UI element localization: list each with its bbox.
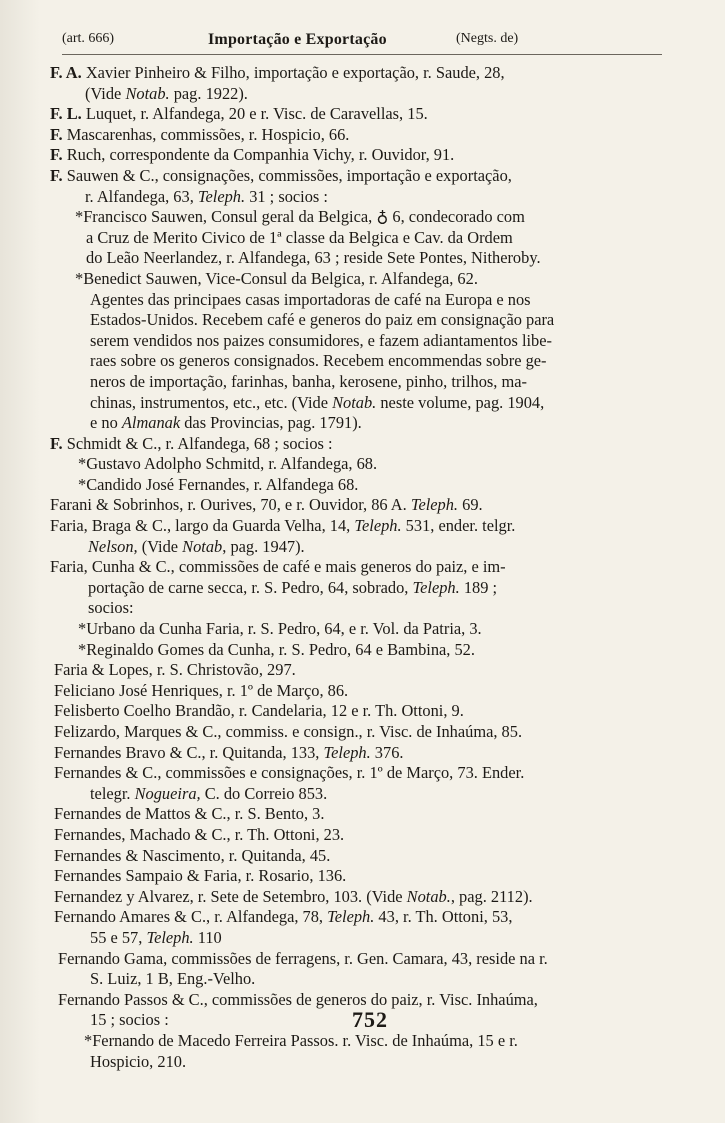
entry-text: Teleph. [327,907,375,927]
entry-line [0,413,725,434]
entry-text: F. L. [50,104,82,124]
directory-entry [0,495,725,516]
directory-entry [0,763,725,804]
entry-line [0,701,725,722]
entry-text: , pag. 2112). [450,886,533,906]
directory-entry [0,660,725,681]
directory-entry [0,846,725,867]
entry-line [0,475,725,496]
entry-line [0,228,725,249]
entry-line [0,331,725,352]
entry-text: do Leão Neerlandez, r. Alfandega, 63 ; reside Sete Pontes, Nitheroby. [86,248,541,268]
directory-entry [0,743,725,764]
entry-line [0,846,725,867]
entry-text: *Fernando de Macedo Ferreira Passos. r. Visc. de Inhaúma, 15 e r. [84,1030,518,1050]
entry-line [0,372,725,393]
entry-line [0,166,725,187]
entry-text: neste volume, pag. 1904, [376,392,545,412]
entry-line [0,290,725,311]
entry-text: *Benedict Sauwen, Vice-Consul da Belgica, r. Alfandega, 62. [75,268,478,288]
page-header [62,30,662,55]
entry-text: Luquet, r. Alfandega, 20 e r. Visc. de Caravellas, 15. [81,104,428,124]
entry-line [0,887,725,908]
entry-text: Mascarenhas, commissões, r. Hospicio, 66. [62,124,350,144]
entry-line [0,187,725,208]
entry-line [0,84,725,105]
directory-entry [0,104,725,125]
entry-line [0,393,725,414]
entry-line [0,1052,725,1073]
entry-text: raes sobre os generos consignados. Recebem encommendas sobre ge- [90,351,547,371]
entry-text: Teleph. [146,927,194,947]
entry-text: S. Luiz, 1 B, Eng.-Velho. [90,969,256,989]
header-article-ref: (art. 666) [62,31,115,46]
entry-line [0,681,725,702]
entry-text: 189 ; [459,577,498,597]
entry-line [0,537,725,558]
entry-text: Fernandes, Machado & C., r. Th. Ottoni, 23. [54,824,345,844]
directory-entry [0,516,725,557]
directory-entry [0,804,725,825]
entry-text: Estados-Unidos. Recebem café e generos do paiz em consignação para [90,310,555,330]
entry-text: chinas, instrumentos, etc., etc. (Vide [90,392,333,412]
entry-text: 376. [370,742,404,762]
entry-line [0,866,725,887]
entry-text: 531, ender. telgr. [401,516,516,536]
entry-text: C. do Correio 853. [200,783,328,803]
entry-text: 15 ; socios : [90,1010,169,1030]
entry-line [0,454,725,475]
entry-text: Teleph. [412,577,460,597]
entry-text: *Gustavo Adolpho Schmitd, r. Alfandega, 68. [78,454,378,474]
entry-line [0,145,725,166]
directory-entry [0,434,725,496]
entry-line [0,660,725,681]
entry-line [0,516,725,537]
entry-line [0,743,725,764]
entry-text: 69. [458,495,483,515]
entry-text: 55 e 57, [90,927,147,947]
entry-text: portação de carne secca, r. S. Pedro, 64, sobrado, [88,577,413,597]
entry-text: (Vide [85,83,126,103]
directory-entry [0,866,725,887]
entry-line [0,763,725,784]
entry-line [0,784,725,805]
entry-text: *Francisco Sauwen, Consul geral da Belgica, ♁ 6, condecorado com [75,207,525,227]
entry-text: serem vendidos nos paizes consumidores, e fazem adiantamentos libe- [90,330,552,350]
entry-text: Ruch, correspondente da Companhia Vichy, r. Ouvidor, 91. [62,145,455,165]
directory-entry [0,145,725,166]
entry-text: telegr. [90,783,135,803]
entry-text: a Cruz de Merito Civico de 1ª classe da Belgica e Cav. da Ordem [86,227,513,247]
entry-text: e no [90,413,122,433]
entry-line [0,598,725,619]
directory-entry [0,557,725,660]
entry-text: Agentes das principaes casas importadoras de café na Europa e nos [90,289,531,309]
entry-text: Farani & Sobrinhos, r. Ourives, 70, e r. Ouvidor, 86 A. [50,495,411,515]
entry-line [0,104,725,125]
entry-line [0,310,725,331]
entry-text: *Candido José Fernandes, r. Alfandega 68. [78,474,359,494]
entry-text: Sauwen & C., consignações, commissões, importação e exportação, [62,165,512,185]
directory-entry [0,949,725,990]
entry-line [0,207,725,228]
directory-entry [0,907,725,948]
entry-text: Schmidt & C., r. Alfandega, 68 ; socios : [62,433,333,453]
page-number: 752 [352,1007,388,1032]
entry-line [0,804,725,825]
entry-text: Felisberto Coelho Brandão, r. Candelaria, 12 e r. Th. Ottoni, 9. [54,701,464,721]
entry-text: Fernando Passos & C., commissões de generos do paiz, r. Visc. Inhaúma, [58,989,538,1009]
entry-text: F. A. [50,63,82,82]
entry-text: Teleph. [197,186,246,206]
entry-line [0,928,725,949]
entry-line [0,722,725,743]
entry-text: neros de importação, farinhas, banha, kerosene, pinho, trilhos, ma- [90,371,527,391]
entry-text: Xavier Pinheiro & Filho, importação e exportação, r. Saude, 28, [81,63,505,82]
entry-text: Fernandes Sampaio & Faria, r. Rosario, 136. [54,866,347,886]
entry-text: Feliciano José Henriques, r. 1º de Março, 86. [54,680,349,700]
directory-entry [0,125,725,146]
entry-line [0,578,725,599]
entry-text: Fernandes & C., commissões e consignações, r. 1º de Março, 73. Ender. [54,763,525,783]
entry-text: r. Alfandega, 63, [85,186,198,206]
entry-line [0,495,725,516]
entry-line [0,969,725,990]
entry-line [0,907,725,928]
entry-line [0,1031,725,1052]
entry-line [0,63,725,84]
entry-text: 43, r. Th. Ottoni, 53, [374,907,513,927]
entry-text: Notab [182,536,223,556]
entry-text: Teleph. [323,742,371,762]
entry-text: Teleph. [410,495,459,515]
header-title: Importação e Exportação [208,31,387,48]
entry-text: 31 ; socios : [245,186,328,206]
entry-text: Fernandes Bravo & C., r. Quitanda, 133, [54,742,324,762]
directory-entry [0,701,725,722]
entry-text: Faria, Braga & C., largo da Guarda Velha, 14, [50,516,355,536]
directory-entry [0,166,725,434]
entry-text: *Reginaldo Gomes da Cunha, r. S. Pedro, 64 e Bambina, 52. [78,639,475,659]
entry-line [0,125,725,146]
entry-text: Felizardo, Marques & C., commiss. e consign., r. Visc. de Inhaúma, 85. [54,722,523,741]
entry-text: Almanak [121,413,181,433]
entry-text: (Vide [137,536,183,556]
directory-entry [0,887,725,908]
entry-text: pag. 1922). [169,83,248,103]
entry-text: Notab. [406,886,451,906]
directory-entries [0,63,725,1072]
entry-text: Notab. [125,83,170,103]
directory-entry [0,63,725,104]
entry-text: Hospicio, 210. [90,1051,187,1071]
directory-entry [0,722,725,743]
entry-line [0,825,725,846]
directory-entry [0,825,725,846]
entry-line [0,619,725,640]
entry-line [0,949,725,970]
entry-line [0,557,725,578]
entry-text: Fernando Amares & C., r. Alfandega, 78, [54,907,328,927]
entry-text: Notab. [332,392,377,412]
entry-text: Fernando Gama, commissões de ferragens, r. Gen. Camara, 43, reside na r. [58,948,548,968]
entry-text: 110 [193,927,222,947]
entry-text: Faria & Lopes, r. S. Christovão, 297. [54,660,296,680]
entry-line [0,269,725,290]
entry-text: Fernandes de Mattos & C., r. S. Bento, 3. [54,804,325,824]
entry-text: F. [50,433,63,453]
entry-text: Fernandez y Alvarez, r. Sete de Setembro, 103. (Vide [54,886,407,906]
entry-text: Nelson, [88,536,138,556]
entry-text: das Provincias, pag. 1791). [180,413,362,433]
entry-text: Faria, Cunha & C., commissões de café e mais generos do paiz, e im- [50,557,506,577]
header-note: (Negts. de) [456,31,519,46]
entry-text: Teleph. [354,516,402,536]
entry-text: F. [50,165,63,185]
entry-text: Nogueira, [134,783,201,803]
entry-line [0,351,725,372]
entry-line [0,248,725,269]
entry-text: F. [50,145,63,165]
entry-text: socios: [88,598,134,618]
entry-line [0,434,725,455]
directory-entry [0,681,725,702]
entry-text: , pag. 1947). [222,536,305,556]
entry-line [0,640,725,661]
entry-text: *Urbano da Cunha Faria, r. S. Pedro, 64, e r. Vol. da Patria, 3. [78,619,482,639]
entry-text: Fernandes & Nascimento, r. Quitanda, 45. [54,845,331,865]
entry-text: F. [50,124,63,144]
